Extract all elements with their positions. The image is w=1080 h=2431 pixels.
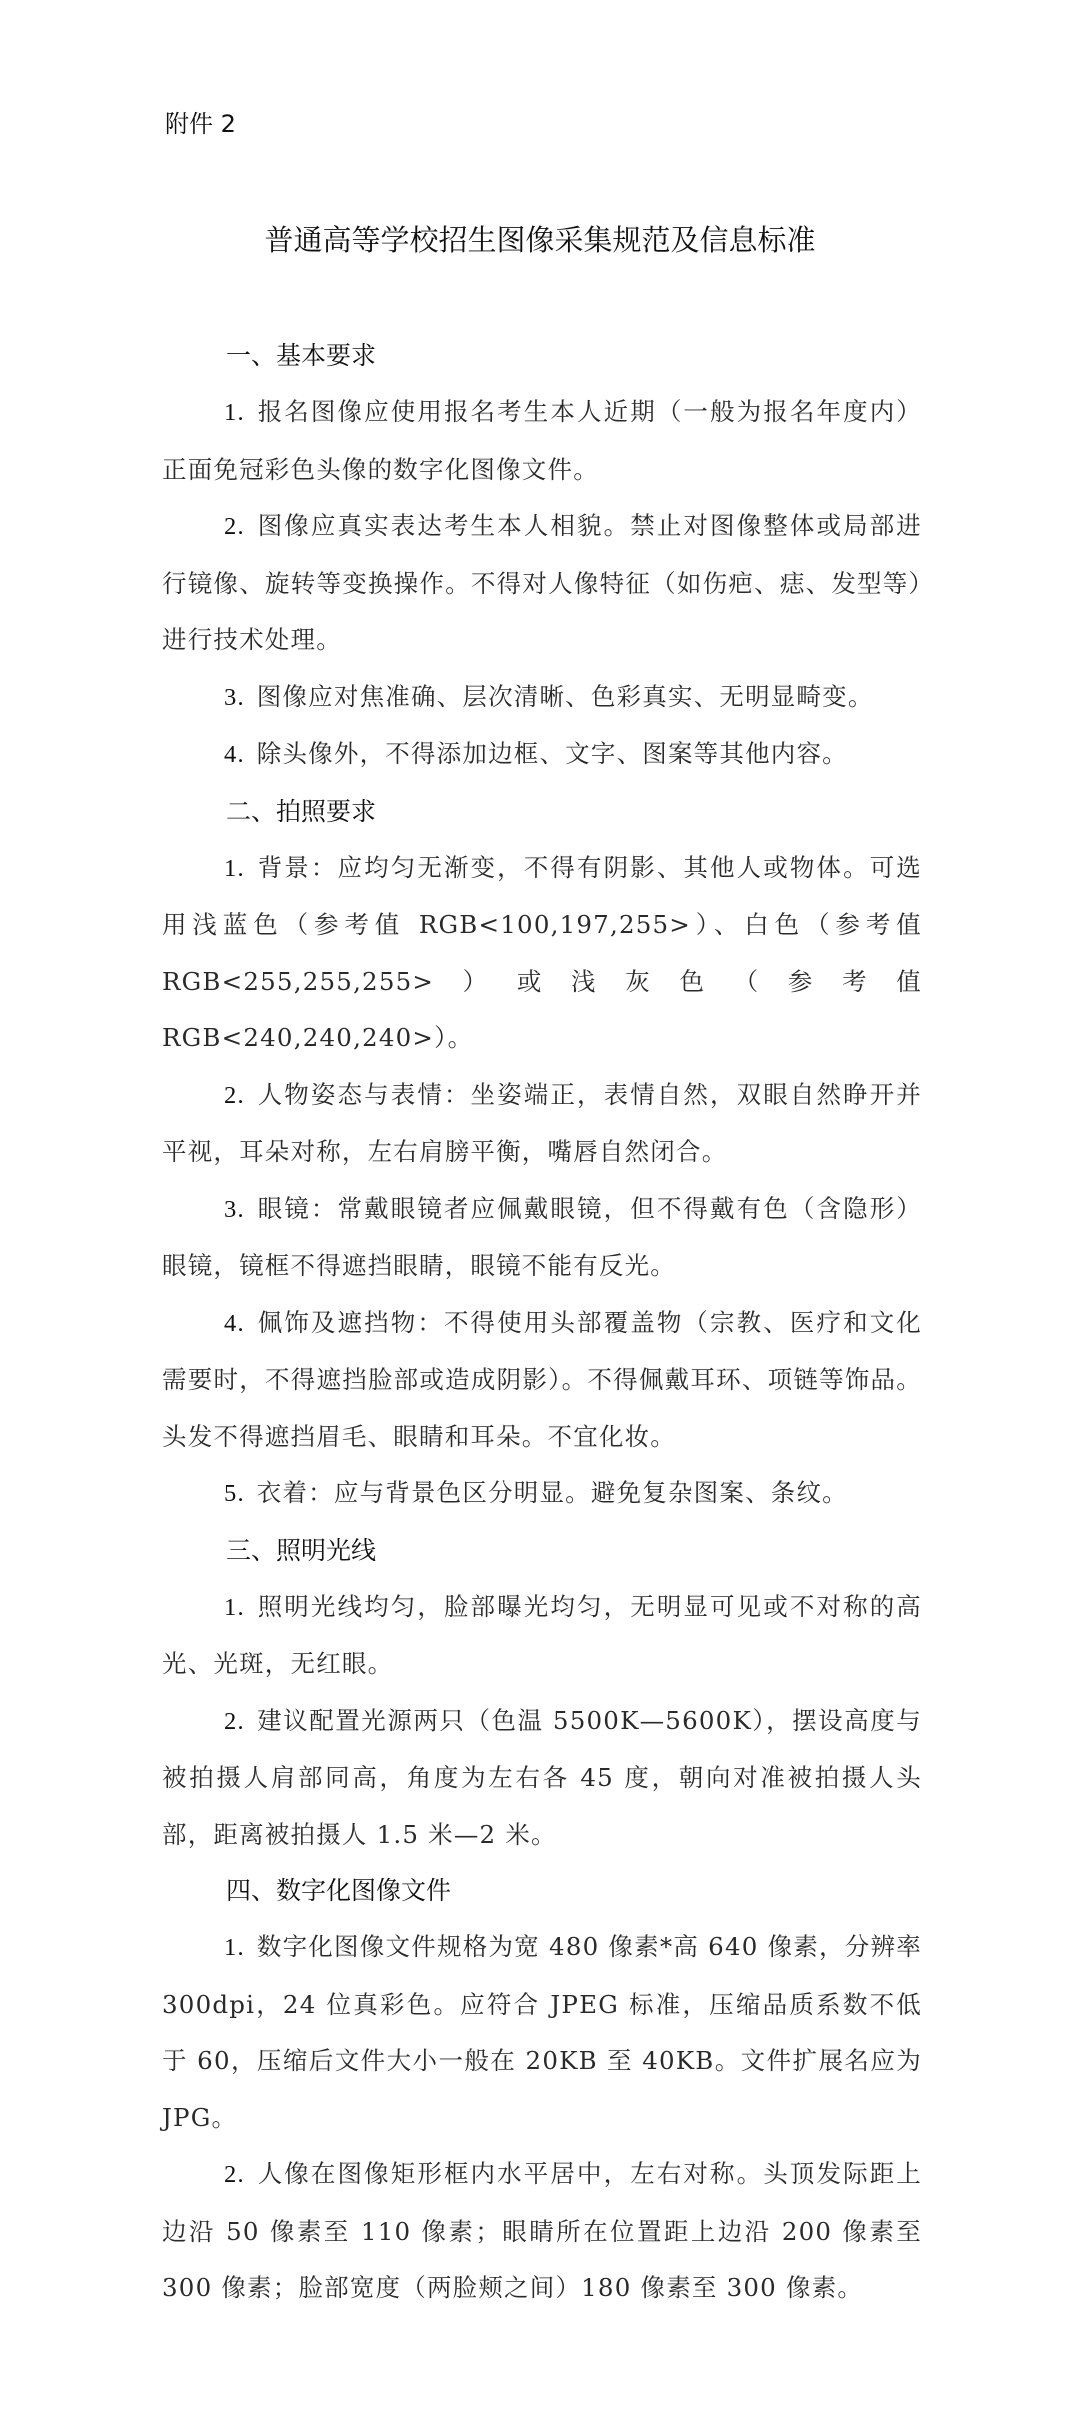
- item-number: 2.: [224, 1081, 245, 1109]
- item-number: 2.: [224, 1707, 245, 1735]
- section-2-item-2: [162, 1067, 922, 1181]
- item-number: 2.: [224, 513, 245, 540]
- section-3-item-1: [162, 1579, 922, 1693]
- section-heading-lighting: 三、照明光线: [226, 1535, 377, 1565]
- section-4-item-1: [162, 1919, 922, 2146]
- item-text: 背景：应均匀无渐变，不得有阴影、其他人或物体。可选用浅蓝色（参考值 RGB<100,197,255>）、白色（参考值 RGB<255,255,255>）或浅灰色（参考值 RGB<240,240,240>）。: [162, 852, 922, 1052]
- item-number: 2.: [224, 2161, 245, 2188]
- item-text: 眼镜：常戴眼镜者应佩戴眼镜，但不得戴有色（含隐形）眼镜，镜框不得遮挡眼睛，眼镜不能有反光。: [162, 1193, 922, 1280]
- item-text: 人物姿态与表情：坐姿端正，表情自然，双眼自然睁开并平视，耳朵对称，左右肩膀平衡，嘴唇自然闭合。: [162, 1079, 922, 1166]
- item-number: 3.: [224, 1195, 245, 1223]
- item-number: 5.: [224, 1480, 245, 1507]
- section-1-item-1: [162, 384, 922, 498]
- item-text: 人像在图像矩形框内水平居中，左右对称。头顶发际距上边沿 50 像素至 110 像素；眼睛所在位置距上边沿 200 像素至 300 像素；脸部宽度（两脸颊之间）180 像素至 300 像素。: [162, 2159, 922, 2302]
- section-2-item-5: [162, 1465, 922, 1523]
- section-4-item-2: [162, 2146, 922, 2317]
- item-text: 照明光线均匀，脸部曝光均匀，无明显可见或不对称的高光、光斑，无红眼。: [162, 1591, 922, 1678]
- section-heading-digital-image-file: 四、数字化图像文件: [226, 1876, 452, 1905]
- item-number: 3.: [224, 683, 245, 711]
- section-heading-basic-requirements: 一、基本要求: [226, 341, 377, 370]
- item-number: 1.: [224, 399, 245, 426]
- item-text: 报名图像应使用报名考生本人近期（一般为报名年度内）正面免冠彩色头像的数字化图像文件。: [162, 397, 922, 484]
- item-number: 4.: [224, 741, 245, 768]
- section-heading-photo-requirements: 二、拍照要求: [226, 796, 377, 826]
- section-1-item-4: [162, 726, 922, 784]
- item-text: 除头像外，不得添加边框、文字、图案等其他内容。: [256, 739, 848, 768]
- item-text: 图像应对焦准确、层次清晰、色彩真实、无明显畸变。: [256, 681, 874, 711]
- document-title: 普通高等学校招生图像采集规范及信息标准: [264, 223, 816, 257]
- item-number: 1.: [224, 854, 245, 882]
- item-number: 1.: [224, 1934, 245, 1961]
- item-number: 4.: [224, 1309, 245, 1337]
- section-3-item-2: [162, 1693, 922, 1864]
- section-1-item-2: [162, 498, 922, 669]
- item-text: 佩饰及遮挡物：不得使用头部覆盖物（宗教、医疗和文化需要时，不得遮挡脸部或造成阴影）。不得佩戴耳环、项链等饰品。头发不得遮挡眉毛、眼睛和耳朵。不宜化妆。: [162, 1307, 922, 1451]
- item-number: 1.: [224, 1593, 245, 1621]
- section-2-item-4: [162, 1295, 922, 1466]
- item-text: 衣着：应与背景色区分明显。避免复杂图案、条纹。: [256, 1478, 848, 1507]
- section-1-item-3: [162, 669, 922, 727]
- section-2-item-1: [162, 840, 922, 1067]
- item-text: 图像应真实表达考生本人相貌。禁止对图像整体或局部进行镜像、旋转等变换操作。不得对人像特征（如伤疤、痣、发型等）进行技术处理。: [162, 511, 922, 654]
- section-2-item-3: [162, 1181, 922, 1295]
- item-text: 数字化图像文件规格为宽 480 像素*高 640 像素，分辨率 300dpi，24 位真彩色。应符合 JPEG 标准，压缩品质系数不低于 60，压缩后文件大小一般在 20KB 至 40KB。文件扩展名应为 JPG。: [162, 1932, 922, 2132]
- annex-label: 附件 2: [165, 110, 236, 138]
- document-body: [162, 328, 922, 2317]
- item-text: 建议配置光源两只（色温 5500K—5600K），摆设高度与被拍摄人肩部同高，角度为左右各 45 度，朝向对准被拍摄人头部，距离被拍摄人 1.5 米—2 米。: [162, 1705, 922, 1849]
